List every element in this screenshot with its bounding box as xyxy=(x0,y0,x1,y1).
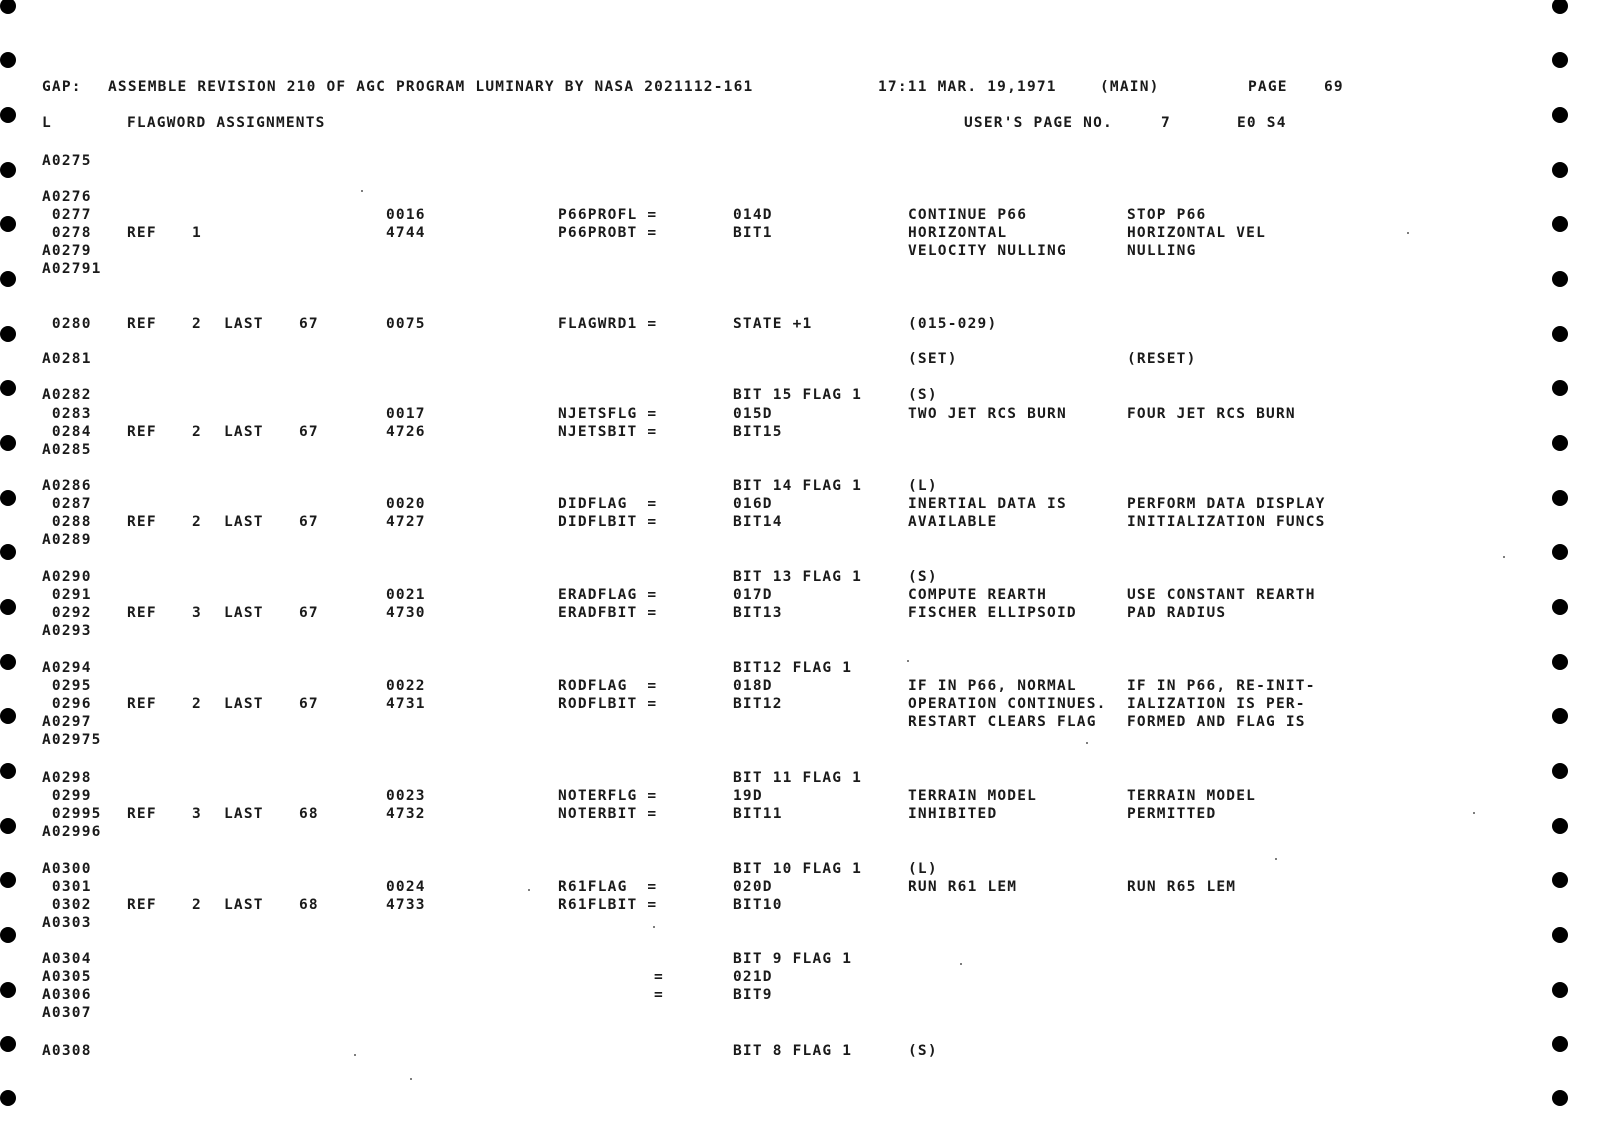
set-meaning: (S) xyxy=(908,1043,938,1059)
ref-count: 3 xyxy=(192,605,202,621)
symbol-assignment: R61FLBIT = xyxy=(558,897,658,913)
ref-count: 3 xyxy=(192,806,202,822)
feed-hole xyxy=(0,107,16,123)
address-field: 0024 xyxy=(386,879,426,895)
last-keyword: LAST xyxy=(224,897,264,913)
set-meaning: (L) xyxy=(908,861,938,877)
set-meaning: IF IN P66, NORMAL xyxy=(908,678,1077,694)
feed-hole xyxy=(1552,544,1568,560)
eo-code: E0 S4 xyxy=(1237,115,1287,131)
line-number: A0304 xyxy=(42,951,92,967)
ref-count: 2 xyxy=(192,897,202,913)
ref-count: 1 xyxy=(192,225,202,241)
value-field: BIT 8 FLAG 1 xyxy=(733,1043,853,1059)
feed-hole xyxy=(0,818,16,834)
last-page: 68 xyxy=(299,897,319,913)
reset-meaning: FOUR JET RCS BURN xyxy=(1127,406,1296,422)
feed-hole xyxy=(1552,271,1568,287)
gap-label: GAP: xyxy=(42,79,82,95)
last-page: 67 xyxy=(299,424,319,440)
symbol-assignment: ERADFLAG = xyxy=(558,587,658,603)
address-field: 4730 xyxy=(386,605,426,621)
value-field: 020D xyxy=(733,879,773,895)
value-field: BIT9 xyxy=(733,987,773,1003)
value-field: BIT 15 FLAG 1 xyxy=(733,387,863,403)
value-field: BIT11 xyxy=(733,806,783,822)
ref-keyword: REF xyxy=(127,806,157,822)
symbol-assignment: DIDFLBIT = xyxy=(558,514,658,530)
reset-meaning: PERMITTED xyxy=(1127,806,1217,822)
symbol-assignment: P66PROFL = xyxy=(558,207,658,223)
feed-hole xyxy=(0,0,16,14)
feed-hole xyxy=(1552,107,1568,123)
scan-speck xyxy=(410,1078,412,1080)
ref-count: 2 xyxy=(192,696,202,712)
assembly-title: ASSEMBLE REVISION 210 OF AGC PROGRAM LUMINARY BY NASA 2021112-161 xyxy=(108,79,754,95)
symbol-assignment: FLAGWRD1 = xyxy=(558,316,658,332)
line-number: A02975 xyxy=(42,732,102,748)
value-field: BIT 9 FLAG 1 xyxy=(733,951,853,967)
set-meaning: COMPUTE REARTH xyxy=(908,587,1048,603)
last-page: 67 xyxy=(299,605,319,621)
set-meaning: (L) xyxy=(908,478,938,494)
set-meaning: RESTART CLEARS FLAG xyxy=(908,714,1097,730)
scan-speck xyxy=(361,190,363,192)
scan-speck xyxy=(907,660,909,662)
page-number: 69 xyxy=(1324,79,1344,95)
symbol-assignment: RODFLAG = xyxy=(558,678,658,694)
set-meaning: (S) xyxy=(908,569,938,585)
symbol-assignment: = xyxy=(654,969,664,985)
set-meaning: VELOCITY NULLING xyxy=(908,243,1067,259)
line-number: A0305 xyxy=(42,969,92,985)
users-page-number: 7 xyxy=(1161,115,1171,131)
value-field: BIT 14 FLAG 1 xyxy=(733,478,863,494)
line-number: 0283 xyxy=(42,406,92,422)
address-field: 0023 xyxy=(386,788,426,804)
scan-speck xyxy=(354,1054,356,1056)
feed-hole xyxy=(0,435,16,451)
set-meaning: (015-029) xyxy=(908,316,998,332)
last-keyword: LAST xyxy=(224,806,264,822)
line-number: A0307 xyxy=(42,1005,92,1021)
value-field: 017D xyxy=(733,587,773,603)
ref-count: 2 xyxy=(192,316,202,332)
ref-keyword: REF xyxy=(127,225,157,241)
feed-hole xyxy=(0,763,16,779)
value-field: 018D xyxy=(733,678,773,694)
scan-speck xyxy=(1473,812,1475,814)
reset-meaning: HORIZONTAL VEL xyxy=(1127,225,1267,241)
set-meaning: CONTINUE P66 xyxy=(908,207,1028,223)
feed-hole xyxy=(1552,872,1568,888)
timestamp: 17:11 MAR. 19,1971 xyxy=(878,79,1057,95)
value-field: BIT13 xyxy=(733,605,783,621)
ref-keyword: REF xyxy=(127,316,157,332)
feed-hole xyxy=(0,52,16,68)
line-number: 0299 xyxy=(42,788,92,804)
value-field: BIT14 xyxy=(733,514,783,530)
ref-count: 2 xyxy=(192,424,202,440)
value-field: BIT10 xyxy=(733,897,783,913)
feed-hole xyxy=(1552,162,1568,178)
line-number: A0289 xyxy=(42,532,92,548)
symbol-assignment: RODFLBIT = xyxy=(558,696,658,712)
ref-keyword: REF xyxy=(127,897,157,913)
set-meaning: TERRAIN MODEL xyxy=(908,788,1038,804)
line-number: A0294 xyxy=(42,660,92,676)
line-number: A0290 xyxy=(42,569,92,585)
last-page: 67 xyxy=(299,316,319,332)
value-field: STATE +1 xyxy=(733,316,813,332)
page-label: PAGE xyxy=(1248,79,1288,95)
feed-hole xyxy=(0,271,16,287)
line-number: 0292 xyxy=(42,605,92,621)
symbol-assignment: ERADFBIT = xyxy=(558,605,658,621)
section-title: FLAGWORD ASSIGNMENTS xyxy=(127,115,326,131)
scan-speck xyxy=(1275,858,1277,860)
line-number: A0306 xyxy=(42,987,92,1003)
symbol-assignment: R61FLAG = xyxy=(558,879,658,895)
address-field: 4731 xyxy=(386,696,426,712)
line-number: 0288 xyxy=(42,514,92,530)
reset-meaning: FORMED AND FLAG IS xyxy=(1127,714,1306,730)
feed-hole xyxy=(1552,818,1568,834)
set-meaning: RUN R61 LEM xyxy=(908,879,1018,895)
feed-hole xyxy=(0,326,16,342)
feed-hole xyxy=(0,162,16,178)
value-field: BIT1 xyxy=(733,225,773,241)
reset-meaning: NULLING xyxy=(1127,243,1197,259)
value-field: 016D xyxy=(733,496,773,512)
line-number: 0280 xyxy=(42,316,92,332)
scan-speck xyxy=(960,963,962,965)
feed-hole xyxy=(1552,599,1568,615)
last-keyword: LAST xyxy=(224,696,264,712)
feed-hole xyxy=(1552,1036,1568,1052)
symbol-assignment: NJETSFLG = xyxy=(558,406,658,422)
line-number: A0293 xyxy=(42,623,92,639)
line-number: A0297 xyxy=(42,714,92,730)
value-field: 014D xyxy=(733,207,773,223)
scan-speck xyxy=(528,889,530,891)
feed-hole xyxy=(0,599,16,615)
feed-hole xyxy=(0,1036,16,1052)
feed-hole xyxy=(1552,52,1568,68)
last-page: 67 xyxy=(299,696,319,712)
feed-hole xyxy=(1552,380,1568,396)
symbol-assignment: P66PROBT = xyxy=(558,225,658,241)
value-field: BIT12 xyxy=(733,696,783,712)
reset-meaning: TERRAIN MODEL xyxy=(1127,788,1257,804)
line-number: 0295 xyxy=(42,678,92,694)
line-number: A02996 xyxy=(42,824,102,840)
set-meaning: INHIBITED xyxy=(908,806,998,822)
line-number: A0276 xyxy=(42,189,92,205)
line-number: 0278 xyxy=(42,225,92,241)
users-page-label: USER'S PAGE NO. xyxy=(964,115,1113,131)
address-field: 0017 xyxy=(386,406,426,422)
feed-hole xyxy=(1552,326,1568,342)
set-meaning: INERTIAL DATA IS xyxy=(908,496,1067,512)
scan-speck xyxy=(653,926,655,928)
symbol-assignment: NJETSBIT = xyxy=(558,424,658,440)
address-field: 4732 xyxy=(386,806,426,822)
feed-hole xyxy=(0,927,16,943)
symbol-assignment: = xyxy=(654,987,664,1003)
line-number: 0301 xyxy=(42,879,92,895)
last-page: 68 xyxy=(299,806,319,822)
line-number: A0281 xyxy=(42,351,92,367)
ref-keyword: REF xyxy=(127,514,157,530)
feed-hole xyxy=(1552,0,1568,14)
feed-hole xyxy=(1552,982,1568,998)
last-keyword: LAST xyxy=(224,424,264,440)
feed-hole xyxy=(1552,654,1568,670)
address-field: 4733 xyxy=(386,897,426,913)
symbol-assignment: NOTERFLG = xyxy=(558,788,658,804)
address-field: 4727 xyxy=(386,514,426,530)
feed-hole xyxy=(0,216,16,232)
reset-meaning: INITIALIZATION FUNCS xyxy=(1127,514,1326,530)
set-meaning: (SET) xyxy=(908,351,958,367)
feed-hole xyxy=(0,982,16,998)
address-field: 0022 xyxy=(386,678,426,694)
feed-hole xyxy=(1552,927,1568,943)
address-field: 4726 xyxy=(386,424,426,440)
feed-hole xyxy=(1552,490,1568,506)
feed-hole xyxy=(1552,1090,1568,1106)
last-page: 67 xyxy=(299,514,319,530)
set-meaning: TWO JET RCS BURN xyxy=(908,406,1067,422)
value-field: BIT15 xyxy=(733,424,783,440)
reset-meaning: USE CONSTANT REARTH xyxy=(1127,587,1316,603)
value-field: BIT 10 FLAG 1 xyxy=(733,861,863,877)
feed-hole xyxy=(1552,763,1568,779)
last-keyword: LAST xyxy=(224,514,264,530)
line-number: A0286 xyxy=(42,478,92,494)
address-field: 4744 xyxy=(386,225,426,241)
reset-meaning: PERFORM DATA DISPLAY xyxy=(1127,496,1326,512)
ref-count: 2 xyxy=(192,514,202,530)
line-number: A0300 xyxy=(42,861,92,877)
reset-meaning: RUN R65 LEM xyxy=(1127,879,1237,895)
set-meaning: FISCHER ELLIPSOID xyxy=(908,605,1077,621)
value-field: 015D xyxy=(733,406,773,422)
reset-meaning: PAD RADIUS xyxy=(1127,605,1227,621)
feed-hole xyxy=(0,544,16,560)
set-meaning: HORIZONTAL xyxy=(908,225,1008,241)
value-field: BIT12 FLAG 1 xyxy=(733,660,853,676)
value-field: BIT 11 FLAG 1 xyxy=(733,770,863,786)
line-number: 0291 xyxy=(42,587,92,603)
line-number: A0308 xyxy=(42,1043,92,1059)
line-number: 02995 xyxy=(42,806,102,822)
address-field: 0016 xyxy=(386,207,426,223)
value-field: 021D xyxy=(733,969,773,985)
value-field: BIT 13 FLAG 1 xyxy=(733,569,863,585)
line-number: A02791 xyxy=(42,261,102,277)
line-number: 0287 xyxy=(42,496,92,512)
address-field: 0021 xyxy=(386,587,426,603)
line-number: A0279 xyxy=(42,243,92,259)
line-number: 0277 xyxy=(42,207,92,223)
feed-hole xyxy=(0,654,16,670)
set-meaning: (S) xyxy=(908,387,938,403)
reset-meaning: (RESET) xyxy=(1127,351,1197,367)
scan-speck xyxy=(1503,556,1505,558)
address-field: 0020 xyxy=(386,496,426,512)
listing-code: L xyxy=(42,115,52,131)
ref-keyword: REF xyxy=(127,696,157,712)
set-meaning: OPERATION CONTINUES. xyxy=(908,696,1107,712)
line-number: 0302 xyxy=(42,897,92,913)
feed-hole xyxy=(1552,435,1568,451)
last-keyword: LAST xyxy=(224,316,264,332)
feed-hole xyxy=(0,1090,16,1106)
line-number: A0303 xyxy=(42,915,92,931)
line-number: 0284 xyxy=(42,424,92,440)
address-field: 0075 xyxy=(386,316,426,332)
feed-hole xyxy=(1552,216,1568,232)
scan-speck xyxy=(1407,232,1409,234)
ref-keyword: REF xyxy=(127,605,157,621)
feed-hole xyxy=(0,708,16,724)
line-number: A0275 xyxy=(42,153,92,169)
reset-meaning: STOP P66 xyxy=(1127,207,1207,223)
value-field: 19D xyxy=(733,788,763,804)
symbol-assignment: DIDFLAG = xyxy=(558,496,658,512)
last-keyword: LAST xyxy=(224,605,264,621)
line-number: A0285 xyxy=(42,442,92,458)
feed-hole xyxy=(1552,708,1568,724)
feed-hole xyxy=(0,490,16,506)
symbol-assignment: NOTERBIT = xyxy=(558,806,658,822)
line-number: A0298 xyxy=(42,770,92,786)
main-label: (MAIN) xyxy=(1100,79,1160,95)
feed-hole xyxy=(0,380,16,396)
set-meaning: AVAILABLE xyxy=(908,514,998,530)
reset-meaning: IF IN P66, RE-INIT- xyxy=(1127,678,1316,694)
reset-meaning: IALIZATION IS PER- xyxy=(1127,696,1306,712)
feed-hole xyxy=(0,872,16,888)
scan-speck xyxy=(1086,742,1088,744)
line-number: A0282 xyxy=(42,387,92,403)
line-number: 0296 xyxy=(42,696,92,712)
ref-keyword: REF xyxy=(127,424,157,440)
